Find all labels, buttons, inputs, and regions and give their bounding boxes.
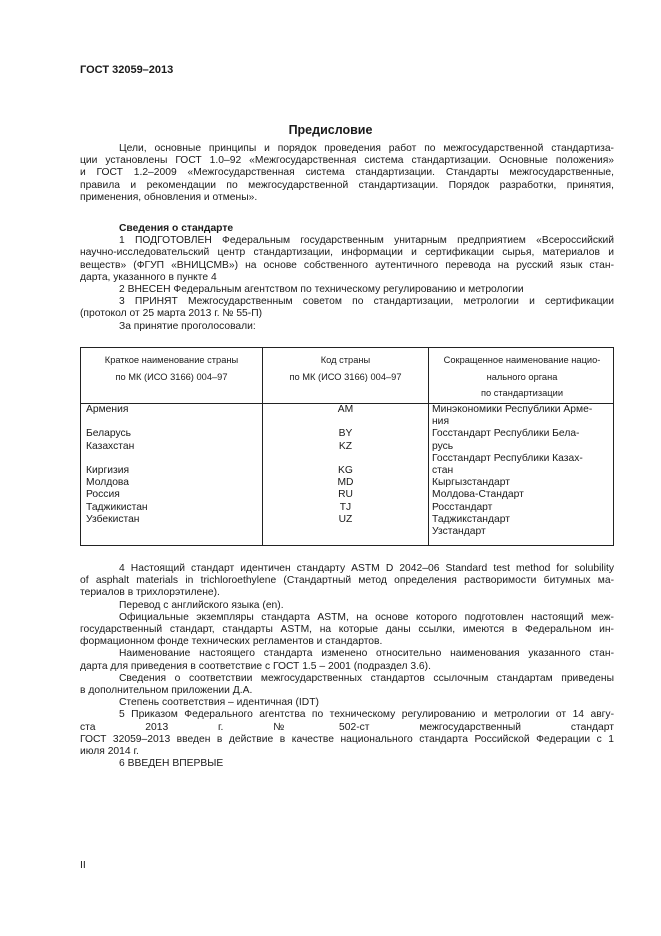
standards-body: стан: [432, 465, 454, 477]
document-code-header: ГОСТ 32059–2013: [80, 64, 174, 76]
standard-details: [80, 563, 614, 770]
text-line: дарта для приведения в соответствие с ГОСТ 1.5 – 2001 (подраздел 3.6).: [80, 660, 431, 672]
text-line: Перевод с английского языка (en).: [119, 599, 284, 611]
text-line: научно-исследовательский центр стандартизации, информации и сертификации сырья, материалов и: [80, 247, 614, 259]
text-line: 1 ПОДГОТОВЛЕН Федеральным государственным унитарным предприятием «Всероссийский: [119, 235, 614, 247]
intro-paragraph: [80, 143, 614, 204]
body-column: [432, 404, 612, 538]
country-name: Киргизия: [86, 464, 130, 476]
country-name: Казахстан: [86, 440, 135, 452]
country-name: Таджикистан: [86, 501, 148, 513]
text-line: дарта, указанного в пункте 4: [80, 271, 217, 283]
country-code: KZ: [338, 440, 353, 452]
text-line: применения, обновления и отмены».: [80, 191, 258, 203]
standards-body: Росстандарт: [432, 501, 493, 513]
country-code: UZ: [338, 513, 353, 525]
text-line: 2 ВНЕСЕН Федеральным агентством по техническому регулированию и метрологии: [119, 284, 524, 296]
text-line: правила и рекомендации по межгосударственной стандартизации. Порядок разработки, принятия,: [80, 179, 614, 191]
country-name: Узбекистан: [86, 513, 140, 525]
country-code: RU: [338, 489, 353, 501]
text-line: Цели, основные принципы и порядок проведения работ по межгосударственной стандартиза-: [119, 143, 614, 154]
country-name: Молдова: [86, 477, 130, 489]
standards-body: Узстандарт: [432, 526, 486, 538]
text-line: Наименование настоящего стандарта изменено относительно наименования указанного стан-: [119, 648, 614, 660]
text-line: За принятие проголосовали:: [119, 320, 256, 332]
standard-info: [80, 223, 614, 333]
section-title: Предисловие: [288, 123, 373, 137]
code-column: [263, 404, 428, 526]
country-code: AM: [337, 404, 354, 415]
text-line: июля 2014 г.: [80, 746, 139, 758]
country-code: MD: [337, 477, 354, 489]
text-line: и ГОСТ 1.2–2009 «Межгосударственная система стандартизации. Стандарты межгосударственные,: [80, 167, 614, 179]
text-line: ста 2013 г. № 502-ст межгосударственный стандарт: [80, 721, 614, 733]
info-heading: Сведения о стандарте: [119, 223, 234, 234]
text-line: Сведения о соответствии межгосударственных стандартов ссылочным стандартам приведены: [119, 672, 614, 684]
standards-body: Минэкономики Республики Арме-: [432, 404, 593, 415]
text-line: of asphalt materials in trichloroethylene (Стандартный метод определения растворимости битумных ма-: [80, 575, 614, 587]
table-header-body: Сокращенное наименование нацио- нального органа по стандартизации: [443, 355, 601, 398]
text-line: ции установлены ГОСТ 1.0–92 «Межгосударственная система стандартизации. Основные положения»: [80, 155, 614, 167]
text-line: Степень соответствия – идентичная (IDT): [119, 697, 319, 709]
text-line: Официальные экземпляры стандарта ASTM, на основе которого подготовлен настоящий меж-: [119, 611, 614, 623]
text-line: териалов в трихлорэтилене).: [80, 587, 220, 599]
table-header-country: Краткое наименование страны по МК (ИСО 3166) 004–97: [104, 355, 239, 382]
page-number: II: [80, 859, 86, 871]
voting-table: [80, 347, 614, 546]
standards-body: Молдова-Стандарт: [432, 489, 524, 501]
text-line: 6 ВВЕДЕН ВПЕРВЫЕ: [119, 758, 224, 770]
text-line: (протокол от 25 марта 2013 г. № 55-П): [80, 308, 263, 320]
text-line: формационном фонде технических регламентов и стандартов.: [80, 636, 383, 648]
text-line: в дополнительном приложении Д.А.: [80, 685, 253, 697]
text-line: 3 ПРИНЯТ Межгосударственным советом по стандартизации, метрологии и сертификации: [119, 296, 614, 308]
country-column: [86, 404, 256, 526]
country-code: KG: [338, 464, 353, 476]
standards-body: русь: [432, 440, 454, 452]
standards-body: Кыргызстандарт: [432, 477, 511, 489]
text-line: 4 Настоящий стандарт идентичен стандарту ASTM D 2042–06 Standard test method for solubility: [119, 563, 614, 574]
text-line: веществ» (ФГУП «ВНИЦСМВ») на основе собственного аутентичного перевода на русский язык стан-: [80, 259, 614, 271]
country-name: Беларусь: [86, 428, 132, 440]
country-name: Россия: [86, 489, 120, 501]
standards-body: Госстандарт Республики Бела-: [432, 428, 580, 440]
standards-body: ния: [432, 416, 450, 428]
text-line: 5 Приказом Федерального агентства по техническому регулированию и метрологии от 14 авгу-: [119, 709, 614, 721]
country-code: BY: [338, 428, 353, 440]
country-name: Армения: [86, 404, 129, 415]
standards-body: Таджикстандарт: [432, 513, 510, 525]
country-code: TJ: [339, 501, 352, 513]
standards-body: Госстандарт Республики Казах-: [432, 452, 583, 464]
table-header-code: Код страны по МК (ИСО 3166) 004–97: [289, 355, 402, 382]
text-line: ГОСТ 32059–2013 введен в действие в качестве национального стандарта Российской Федерации с 1: [80, 733, 614, 745]
text-line: государственный стандарт, стандарты ASTM, на которые даны ссылки, имеются в Федеральном ин-: [80, 624, 614, 636]
